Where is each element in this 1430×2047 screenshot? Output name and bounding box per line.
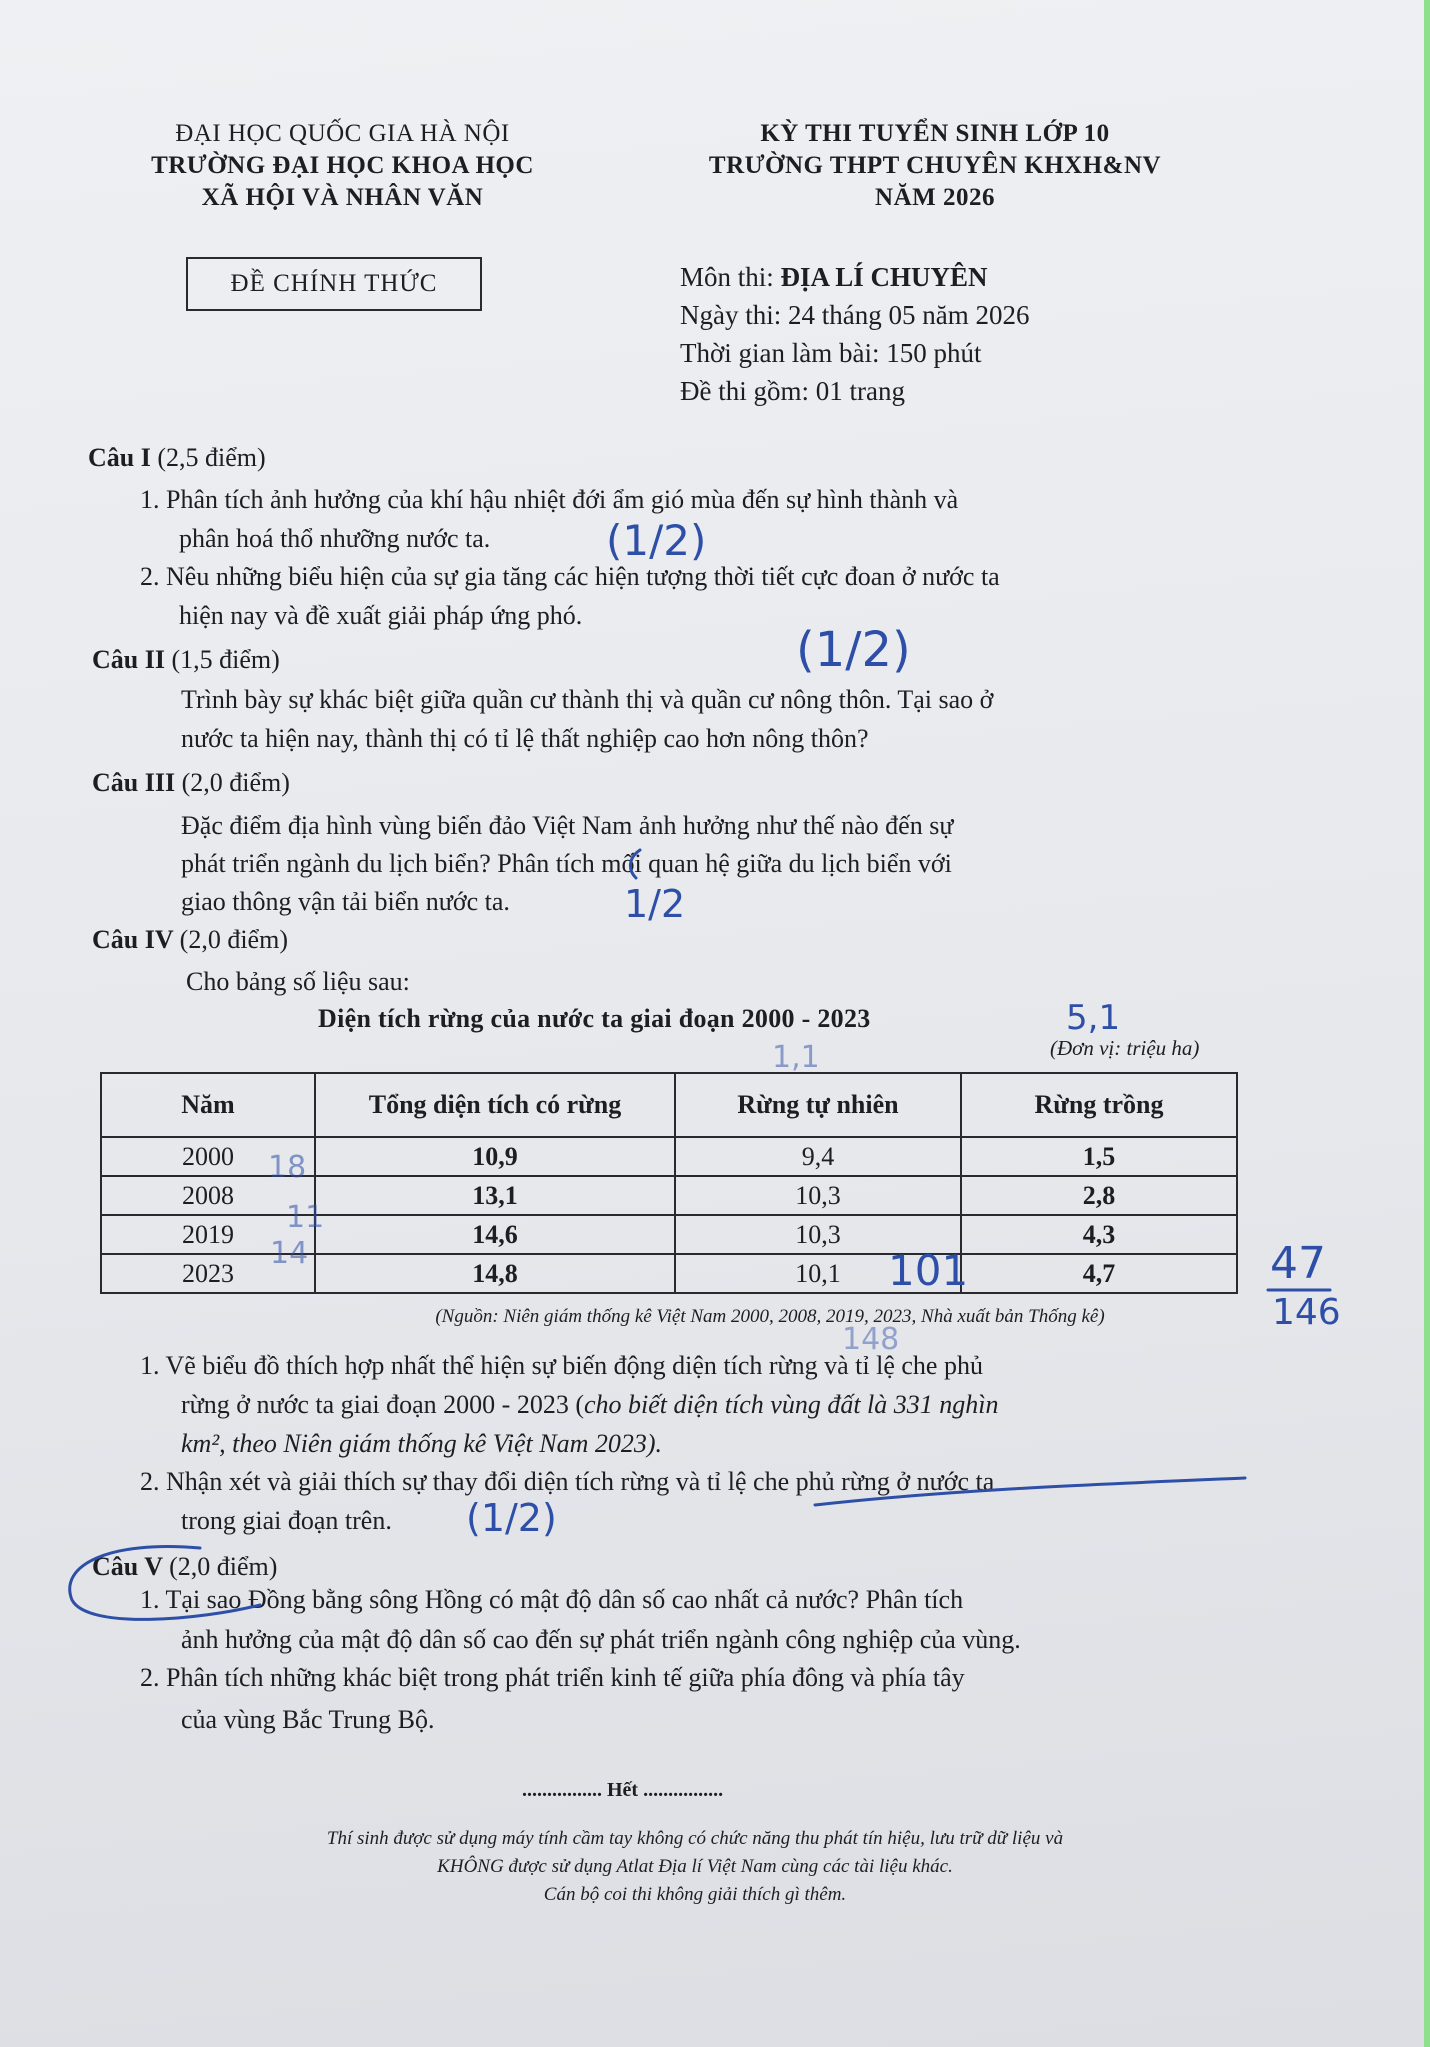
q4-title bbox=[92, 925, 288, 955]
q3-title bbox=[92, 768, 290, 798]
q2-line-b: nước ta hiện nay, thành thị có tỉ lệ thất nghiệp cao hơn nông thôn? bbox=[181, 724, 869, 753]
q4-item1-line-c: km², theo Niên giám thống kê Việt Nam 2023). bbox=[181, 1429, 662, 1458]
q4-item2 bbox=[140, 1462, 1248, 1501]
header-left bbox=[120, 118, 565, 214]
q1-item1-num: 1. bbox=[140, 485, 160, 514]
table-header-row bbox=[101, 1073, 1237, 1137]
q4-item1-num: 1. bbox=[140, 1351, 160, 1380]
q4-item1-b-plain: rừng ở nước ta giai đoạn 2000 - 2023 ( bbox=[181, 1390, 584, 1419]
q1-points: (2,5 điểm) bbox=[157, 443, 266, 472]
q5-item2-line-a: Phân tích những khác biệt trong phát triển kinh tế giữa phía đông và phía tây bbox=[166, 1663, 965, 1692]
q3-line-b: phát triển ngành du lịch biển? Phân tích mối quan hệ giữa du lịch biển với bbox=[181, 849, 952, 878]
q5-points: (2,0 điểm) bbox=[169, 1552, 278, 1581]
q1-item1-cont: phân hoá thổ nhưỡng nước ta. bbox=[179, 524, 491, 553]
q5-label: Câu V bbox=[92, 1552, 163, 1581]
q1-item2-num: 2. bbox=[140, 562, 160, 591]
q4-item2-line-a: Nhận xét và giải thích sự thay đổi diện tích rừng và tỉ lệ che phủ rừng ở nước ta bbox=[166, 1467, 995, 1496]
q4-item1-line-a: Vẽ biểu đồ thích hợp nhất thể hiện sự biến động diện tích rừng và tỉ lệ che phủ bbox=[165, 1351, 983, 1380]
official-exam-box bbox=[186, 257, 482, 311]
q1-title bbox=[88, 443, 266, 473]
hw-q2-mark: (1/2) bbox=[796, 622, 911, 678]
hw-source-mark: 148 bbox=[842, 1322, 900, 1357]
q4-intro: Cho bảng số liệu sau: bbox=[186, 967, 410, 996]
exam-duration: Thời gian làm bài: 150 phút bbox=[680, 338, 982, 368]
q1-item1-line-a: Phân tích ảnh hưởng của khí hậu nhiệt đới ẩm gió mùa đến sự hình thành và bbox=[166, 485, 959, 514]
exam-pages: Đề thi gồm: 01 trang bbox=[680, 376, 905, 406]
cell-year: 2023 bbox=[101, 1254, 315, 1293]
q1-item2-cont: hiện nay và đề xuất giải pháp ứng phó. bbox=[179, 601, 583, 630]
q4-points: (2,0 điểm) bbox=[179, 925, 288, 954]
q3-points: (2,0 điểm) bbox=[181, 768, 290, 797]
cell-year: 2000 bbox=[101, 1137, 315, 1176]
cell-total: 13,1 bbox=[315, 1176, 675, 1215]
col-total: Tổng diện tích có rừng bbox=[315, 1073, 675, 1137]
q4-item1-b-italic: cho biết diện tích vùng đất là 331 nghìn bbox=[584, 1390, 999, 1419]
university-name: ĐẠI HỌC QUỐC GIA HÀ NỘI bbox=[175, 120, 510, 147]
cell-natural: 9,4 bbox=[675, 1137, 961, 1176]
exam-name: KỲ THI TUYỂN SINH LỚP 10 bbox=[760, 120, 1110, 147]
hw-fraction-bottom: 146 bbox=[1272, 1292, 1341, 1333]
table-title: Diện tích rừng của nước ta giai đoạn 2000 - 2023 bbox=[318, 1004, 871, 1033]
footer-line-3: Cán bộ coi thi không giải thích gì thêm. bbox=[543, 1884, 847, 1905]
hw-title-mark: 5,1 bbox=[1066, 998, 1121, 1038]
cell-total: 14,8 bbox=[315, 1254, 675, 1293]
q1-item1 bbox=[140, 480, 1248, 519]
cell-planted: 1,5 bbox=[961, 1137, 1237, 1176]
hw-unit-mark: 1,1 bbox=[772, 1040, 820, 1075]
cell-total: 10,9 bbox=[315, 1137, 675, 1176]
q3-line-a: Đặc điểm địa hình vùng biển đảo Việt Nam ảnh hưởng như thế nào đến sự bbox=[181, 811, 954, 840]
q5-item2 bbox=[140, 1658, 1248, 1697]
q2-line-a: Trình bày sự khác biệt giữa quần cư thành thị và quần cư nông thôn. Tại sao ở bbox=[181, 685, 994, 714]
q4-label: Câu IV bbox=[92, 925, 174, 954]
hw-row-2023: 101 bbox=[888, 1246, 969, 1295]
cell-year: 2019 bbox=[101, 1215, 315, 1254]
cell-planted: 4,3 bbox=[961, 1215, 1237, 1254]
q4-item2-num: 2. bbox=[140, 1467, 160, 1496]
footer-line-1: Thí sinh được sử dụng máy tính cầm tay không có chức năng thu phát tín hiệu, lưu trữ dữ liệu và bbox=[326, 1828, 1064, 1849]
q4-item1 bbox=[140, 1346, 1248, 1385]
header-right bbox=[655, 118, 1215, 214]
q4-item2-line-b: trong giai đoạn trên. bbox=[181, 1506, 392, 1535]
q5-item1-line-b: ảnh hưởng của mật độ dân số cao đến sự phát triển ngành công nghiệp của vùng. bbox=[181, 1625, 1021, 1654]
cell-total: 14,6 bbox=[315, 1215, 675, 1254]
cell-year: 2008 bbox=[101, 1176, 315, 1215]
hw-q1-mark: (1/2) bbox=[606, 516, 707, 565]
q1-item2-line-a: Nêu những biểu hiện của sự gia tăng các hiện tượng thời tiết cực đoan ở nước ta bbox=[166, 562, 1000, 591]
hw-q4-mark: (1/2) bbox=[466, 1496, 557, 1540]
hw-row-2008: 11 bbox=[286, 1200, 325, 1235]
cell-planted: 4,7 bbox=[961, 1254, 1237, 1293]
exam-school: TRƯỜNG THPT CHUYÊN KHXH&NV bbox=[708, 152, 1162, 179]
q3-line-c: giao thông vận tải biển nước ta. bbox=[181, 887, 510, 916]
q2-points: (1,5 điểm) bbox=[171, 645, 280, 674]
col-year: Năm bbox=[101, 1073, 315, 1137]
hw-row-2019: 14 bbox=[270, 1236, 309, 1271]
school-name-1: TRƯỜNG ĐẠI HỌC KHOA HỌC bbox=[151, 152, 534, 179]
hw-q3-mark: 1/2 bbox=[624, 882, 686, 926]
subject-line bbox=[680, 258, 1029, 296]
q5-title bbox=[92, 1552, 277, 1582]
end-marker: ................ Hết ................ bbox=[522, 1779, 724, 1801]
q5-item2-num: 2. bbox=[140, 1663, 160, 1692]
q5-item1 bbox=[140, 1580, 1248, 1619]
subject-name: ĐỊA LÍ CHUYÊN bbox=[780, 262, 988, 292]
q3-label: Câu III bbox=[92, 768, 176, 797]
hw-fraction-top: 47 bbox=[1270, 1238, 1326, 1289]
subject-prefix: Môn thi: bbox=[680, 262, 781, 292]
q2-label: Câu II bbox=[92, 645, 165, 674]
col-planted: Rừng trồng bbox=[961, 1073, 1237, 1137]
school-name-2: XÃ HỘI VÀ NHÂN VĂN bbox=[201, 184, 484, 211]
footer-line-2: KHÔNG được sử dụng Atlat Địa lí Việt Nam cùng các tài liệu khác. bbox=[437, 1856, 953, 1877]
cell-natural: 10,3 bbox=[675, 1215, 961, 1254]
cell-natural: 10,1 bbox=[675, 1254, 961, 1293]
cell-planted: 2,8 bbox=[961, 1176, 1237, 1215]
q5-item1-num: 1. bbox=[140, 1585, 160, 1614]
footer-notes bbox=[140, 1825, 1250, 1909]
hw-row-2000: 18 bbox=[268, 1150, 307, 1185]
official-label: ĐỀ CHÍNH THỨC bbox=[230, 270, 438, 297]
cell-natural: 10,3 bbox=[675, 1176, 961, 1215]
q4-item1-line-b bbox=[181, 1385, 1251, 1424]
exam-year: NĂM 2026 bbox=[875, 184, 995, 211]
table-unit: (Đơn vị: triệu ha) bbox=[1050, 1036, 1200, 1060]
q2-title bbox=[92, 645, 280, 675]
q5-item2-line-b: của vùng Bắc Trung Bộ. bbox=[181, 1705, 435, 1734]
col-natural: Rừng tự nhiên bbox=[675, 1073, 961, 1137]
exam-info bbox=[680, 258, 1029, 410]
q5-item1-line-a: Tại sao Đồng bằng sông Hồng có mật độ dân số cao nhất cả nước? Phân tích bbox=[165, 1585, 964, 1614]
exam-date: Ngày thi: 24 tháng 05 năm 2026 bbox=[680, 300, 1030, 330]
q1-label: Câu I bbox=[88, 443, 151, 472]
screen-edge bbox=[1424, 0, 1430, 2047]
table-source: (Nguồn: Niên giám thống kê Việt Nam 2000, 2008, 2019, 2023, Nhà xuất bản Thống kê) bbox=[435, 1306, 1105, 1327]
